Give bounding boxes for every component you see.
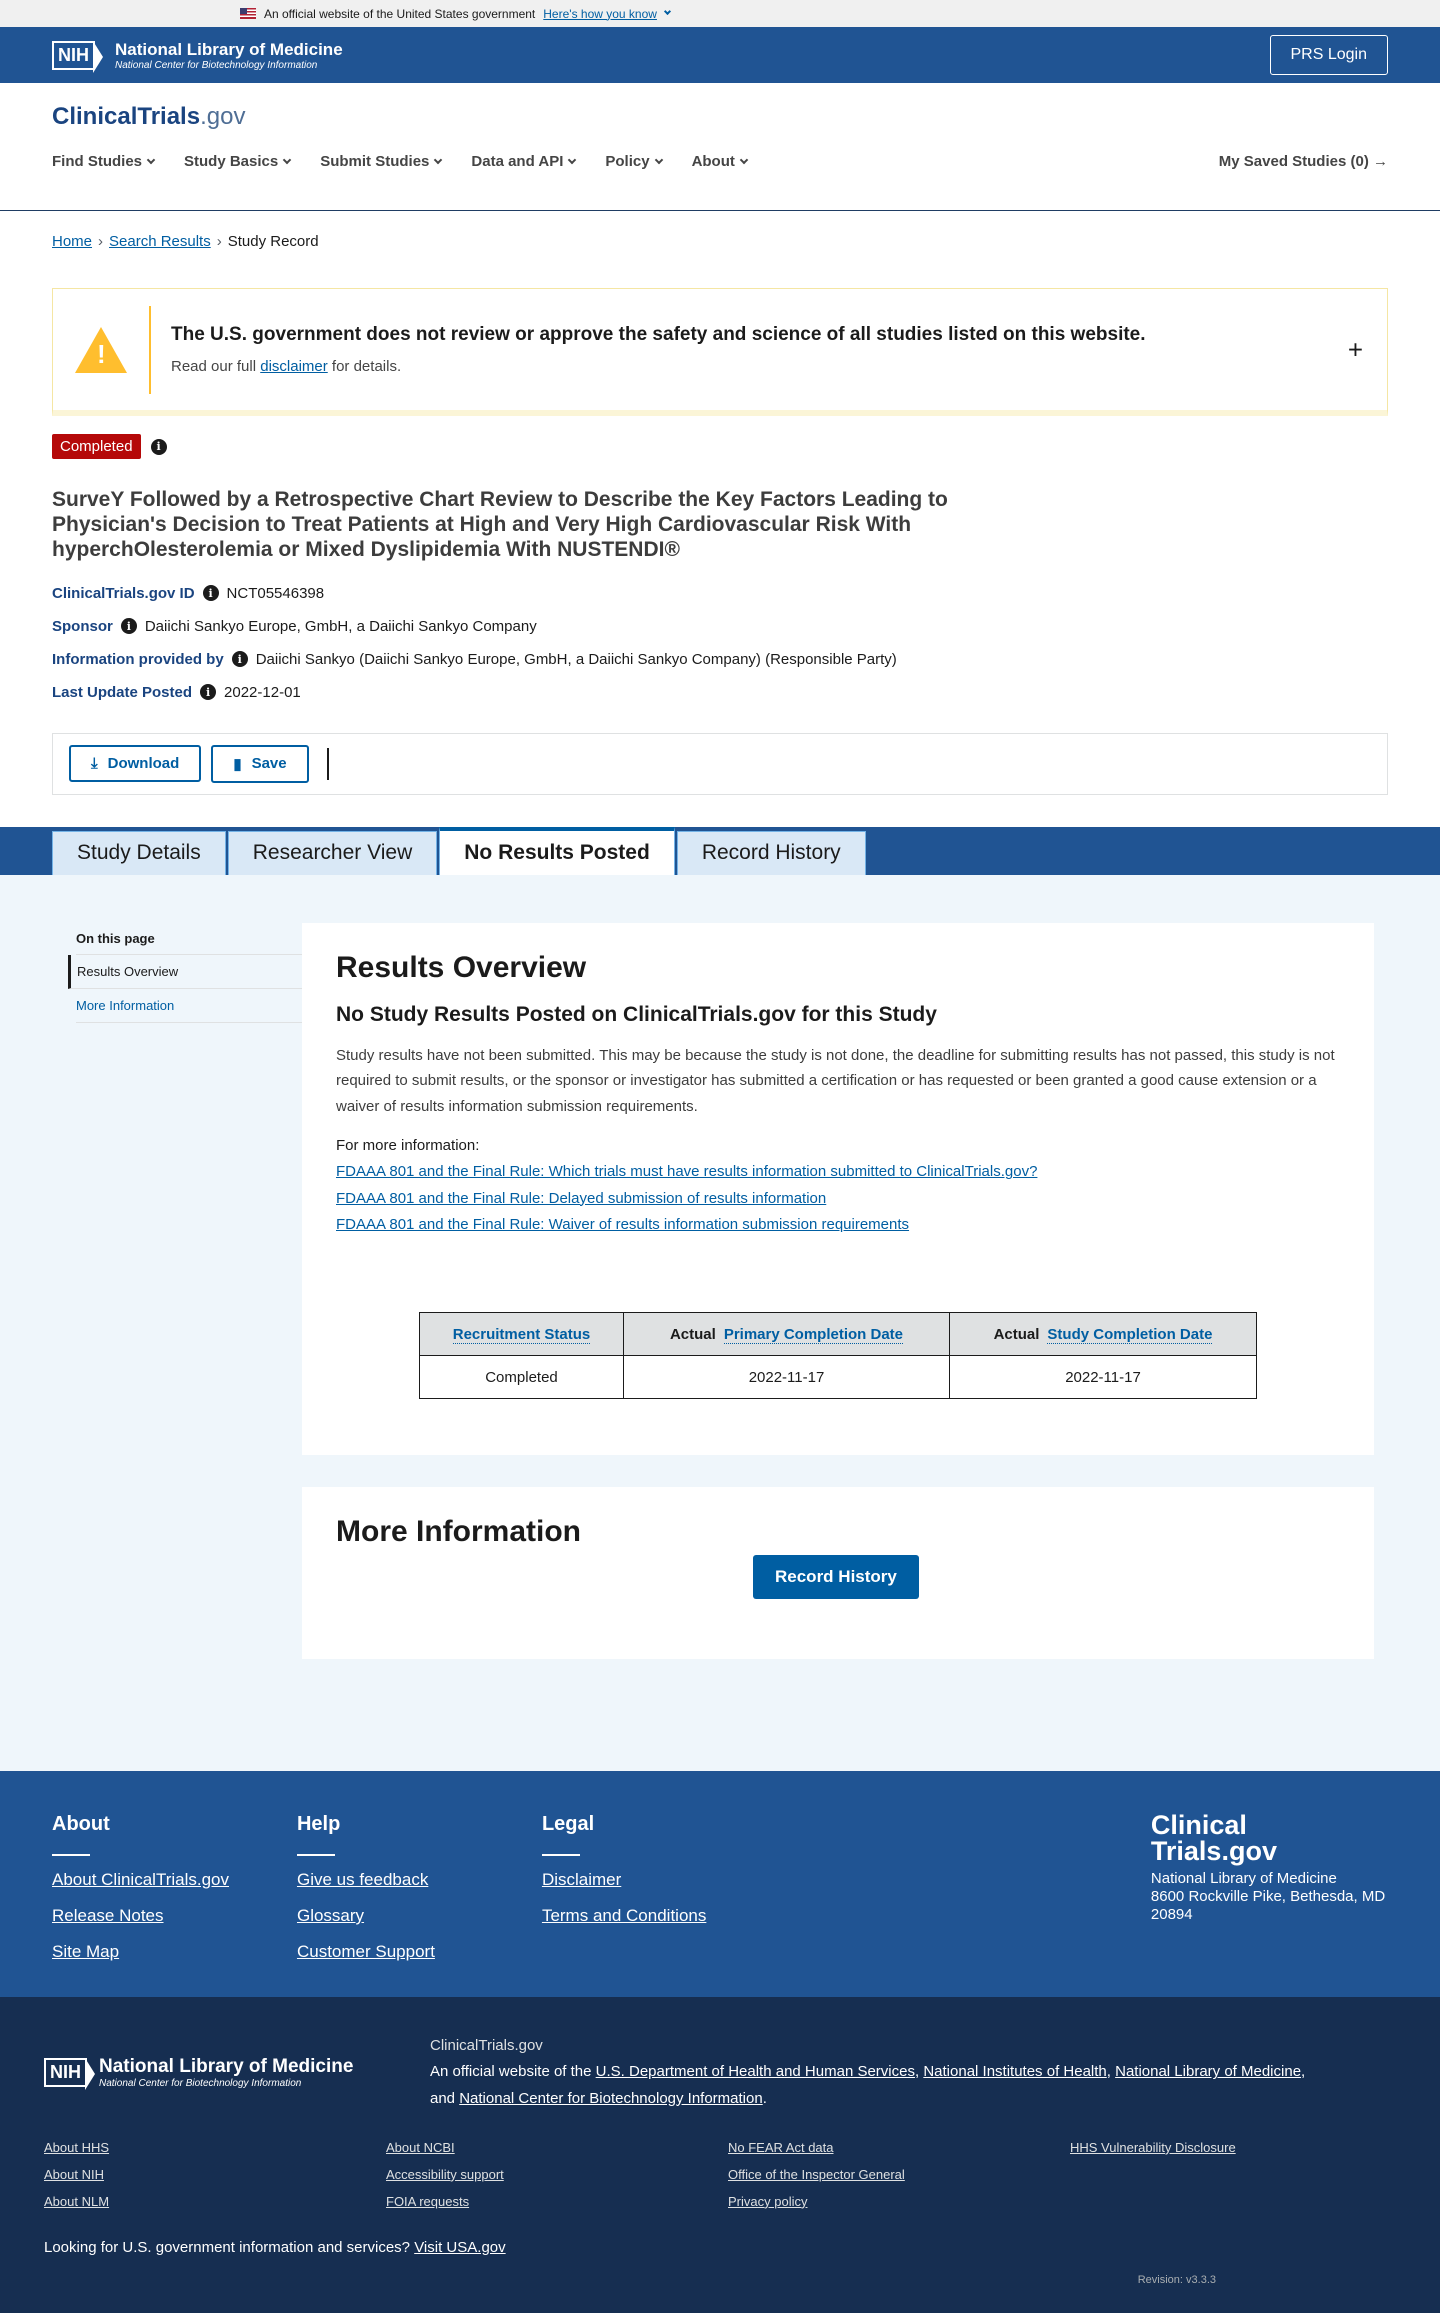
disclaimer-link[interactable]: disclaimer [260, 358, 328, 375]
footer-bottom [0, 1997, 1440, 2313]
breadcrumb [0, 211, 1440, 250]
footer-link[interactable]: Disclaimer [541, 1870, 622, 1890]
footer-help [297, 1813, 542, 1997]
more-info-heading: More Information [336, 1515, 581, 1549]
footer-gov-link[interactable]: About NLM [44, 2193, 110, 2209]
updated-value: 2022-12-01 [224, 683, 301, 701]
fdaaa-link-which-trials[interactable]: FDAAA 801 and the Final Rule: Which trials must have results information submitted to ClinicalTrials.gov? [336, 1163, 1038, 1181]
nlm-bar [0, 27, 1440, 83]
action-bar [52, 733, 1388, 795]
gov-banner [0, 0, 1440, 27]
footer-gov-link[interactable]: HHS Vulnerability Disclosure [1070, 2139, 1236, 2155]
breadcrumb-home[interactable]: Home [52, 233, 93, 250]
nav-submit-studies[interactable]: Submit Studies [320, 153, 441, 170]
nih-logo-icon: NIH [52, 41, 95, 70]
footer-link[interactable]: Site Map [52, 1942, 120, 1962]
us-flag-icon [240, 8, 256, 19]
chevron-down-icon [283, 155, 291, 163]
nav-policy[interactable]: Policy [605, 153, 661, 170]
saved-studies-link[interactable]: My Saved Studies (0) → [1218, 153, 1388, 170]
info-icon[interactable]: i [203, 585, 219, 601]
download-button[interactable]: ⤓ Download [69, 745, 201, 782]
completion-table: Recruitment Status Actual Primary Completion Date Actual Study Completion Date Completed 2022-11-17 2022-11-17 [419, 1312, 1257, 1399]
nav-about[interactable]: About [692, 153, 747, 170]
study-meta [0, 563, 1440, 701]
disclaimer-title: The U.S. government does not review or approve the safety and science of all studies listed on this website. [171, 324, 1146, 345]
footer-help-title: Help [296, 1813, 341, 1836]
footer-gov-link[interactable]: About NIH [44, 2166, 104, 2182]
save-button[interactable]: ▮ Save [211, 745, 308, 783]
tab-study-details[interactable]: Study Details [52, 831, 226, 875]
table-row [420, 1356, 1257, 1399]
nav-data-api[interactable]: Data and API [471, 153, 575, 170]
tab-no-results-posted[interactable]: No Results Posted [439, 827, 675, 875]
tab-record-history[interactable]: Record History [677, 831, 866, 875]
id-label: ClinicalTrials.gov ID [52, 584, 195, 602]
footer-link[interactable]: Glossary [296, 1906, 365, 1926]
sidenav-results-overview[interactable]: Results Overview [68, 955, 302, 989]
info-icon[interactable]: i [121, 618, 137, 634]
breadcrumb-current: Study Record [227, 233, 319, 250]
ncbi-link[interactable]: National Center for Biotechnology Information [459, 2089, 763, 2107]
nlm-subtitle: National Center for Biotechnology Information [115, 59, 318, 71]
nav-study-basics[interactable]: Study Basics [184, 153, 290, 170]
provided-label: Information provided by [52, 650, 224, 668]
nav-find-studies[interactable]: Find Studies [52, 153, 154, 170]
study-completion-value: 2022-11-17 [950, 1356, 1257, 1399]
sponsor-label: Sponsor [52, 617, 113, 635]
chevron-down-icon [654, 155, 662, 163]
footer-official-text: ClinicalTrials.gov An official website of the U.S. Department of Health and Human Services, National Institutes of Health, National Library of Medicine, and National Center for Biotechnology Information. [430, 2037, 1306, 2107]
content-area [0, 875, 1440, 1772]
footer-link[interactable]: Customer Support [296, 1942, 435, 1962]
footer-legal [542, 1813, 787, 1997]
provided-value: Daiichi Sankyo (Daiichi Sankyo Europe, GmbH, a Daiichi Sankyo Company) (Responsible Party) [255, 650, 897, 668]
footer-about [52, 1813, 297, 1997]
chevron-down-icon [664, 8, 671, 15]
updated-label: Last Update Posted [52, 683, 193, 701]
arrow-right-icon: → [1373, 153, 1388, 170]
results-overview-card [302, 923, 1374, 1456]
footer-top [0, 1771, 1440, 1997]
usa-gov-line: Looking for U.S. government information and services? Visit USA.gov [44, 2238, 506, 2256]
footer-legal-title: Legal [541, 1813, 595, 1836]
sidenav-more-information[interactable]: More Information [76, 989, 302, 1023]
revision-text: Revision: v3.3.3 [1137, 2273, 1216, 2286]
breadcrumb-search-results[interactable]: Search Results [109, 233, 211, 250]
results-subheading: No Study Results Posted on ClinicalTrials.gov for this Study [336, 1002, 937, 1026]
study-completion-header[interactable]: Study Completion Date [1047, 1325, 1213, 1343]
recruitment-status-value: Completed [420, 1356, 624, 1399]
footer-link[interactable]: Release Notes [52, 1906, 164, 1926]
chevron-down-icon [568, 155, 576, 163]
footer-address: National Library of Medicine 8600 Rockville Pike, Bethesda, MD 20894 [1150, 1870, 1386, 1924]
on-this-page-nav [0, 923, 302, 1692]
info-icon[interactable]: i [232, 651, 248, 667]
more-info-label: For more information: [336, 1137, 480, 1155]
chevron-right-icon: › [98, 233, 104, 250]
info-icon[interactable]: i [151, 439, 167, 455]
disclaimer-alert [52, 288, 1388, 416]
chevron-down-icon [740, 155, 748, 163]
footer-gov-link[interactable]: Accessibility support [386, 2166, 504, 2182]
results-body: Study results have not been submitted. This may be because the study is not done, the deadline for submitting results has not passed, this study is not required to submit results, or the sponsor or investigator has submitted a certification or has requested or been granted a good cause extension or a waiver of results information submission requirements. [336, 1046, 1335, 1115]
download-icon: ⤓ [91, 755, 98, 773]
study-id: NCT05546398 [226, 584, 325, 602]
how-you-know-link[interactable]: Here's how you know [543, 6, 657, 21]
footer-gov-link[interactable]: About HHS [44, 2139, 110, 2155]
footer-gov-links [44, 2140, 1396, 2209]
tabs-bar [0, 827, 1440, 875]
footer-ct-logo: Clinical Trials.gov National Library of Medicine 8600 Rockville Pike, Bethesda, MD 20894 [1151, 1813, 1388, 1997]
footer-gov-link[interactable]: FOIA requests [386, 2193, 470, 2209]
site-logo[interactable]: ClinicalTrials.gov [52, 103, 246, 130]
study-title: SurveY Followed by a Retrospective Chart Review to Describe the Key Factors Leading to Physician's Decision to Treat Patients at High and Very High Cardiovascular Risk With hyperchOlesterolemia or Mixed Dyslipidemia With NUSTENDI® [52, 488, 948, 562]
recruitment-status-header[interactable]: Recruitment Status [452, 1325, 591, 1343]
chevron-right-icon: › [216, 233, 222, 250]
footer-link[interactable]: About ClinicalTrials.gov [52, 1870, 229, 1890]
hhs-link[interactable]: U.S. Department of Health and Human Services [595, 2063, 915, 2081]
footer-gov-link[interactable]: Office of the Inspector General [728, 2166, 905, 2182]
results-heading: Results Overview [336, 950, 587, 984]
record-history-button[interactable]: Record History [753, 1555, 919, 1599]
tab-researcher-view[interactable]: Researcher View [228, 831, 438, 875]
main-nav [52, 153, 1388, 170]
gov-banner-text: An official website of the United States government [264, 6, 536, 21]
warning-icon: ! [75, 327, 127, 373]
primary-completion-value: 2022-11-17 [624, 1356, 950, 1399]
usa-gov-link[interactable]: Visit USA.gov [414, 2238, 506, 2256]
chevron-down-icon [434, 155, 442, 163]
site-header [0, 83, 1440, 211]
footer-gov-link[interactable]: No FEAR Act data [728, 2139, 834, 2155]
nih-logo-icon: NIH [44, 2058, 87, 2087]
footer-nlm-logo[interactable]: NIH National Library of Medicine National Center for Biotechnology Information [44, 2033, 430, 2112]
footer-gov-link[interactable]: Privacy policy [728, 2193, 808, 2209]
footer-about-title: About [52, 1813, 110, 1836]
footer-link[interactable]: Give us feedback [296, 1870, 429, 1890]
nlm-link[interactable]: National Library of Medicine [1115, 2063, 1302, 2081]
sponsor-value: Daiichi Sankyo Europe, GmbH, a Daiichi Sankyo Company [144, 617, 537, 635]
primary-completion-header[interactable]: Primary Completion Date [723, 1325, 904, 1343]
fdaaa-link-delayed[interactable]: FDAAA 801 and the Final Rule: Delayed submission of results information [336, 1189, 827, 1207]
nlm-title: National Library of Medicine [115, 39, 343, 59]
info-icon[interactable]: i [200, 684, 216, 700]
on-this-page-title: On this page [76, 931, 302, 955]
nlm-logo[interactable] [52, 40, 343, 71]
chevron-down-icon [147, 155, 155, 163]
footer-gov-link[interactable]: About NCBI [386, 2139, 455, 2155]
status-badge: Completed [52, 434, 141, 459]
bookmark-icon: ▮ [233, 755, 242, 773]
nih-link[interactable]: National Institutes of Health [923, 2063, 1107, 2081]
prs-login-button[interactable]: PRS Login [1270, 35, 1389, 75]
disclaimer-text: Read our full disclaimer for details. [171, 358, 402, 375]
more-information-card [302, 1487, 1374, 1659]
expand-plus-icon[interactable]: + [1347, 334, 1363, 364]
footer-link[interactable]: Terms and Conditions [541, 1906, 707, 1926]
fdaaa-link-waiver[interactable]: FDAAA 801 and the Final Rule: Waiver of results information submission requirements [336, 1215, 910, 1233]
